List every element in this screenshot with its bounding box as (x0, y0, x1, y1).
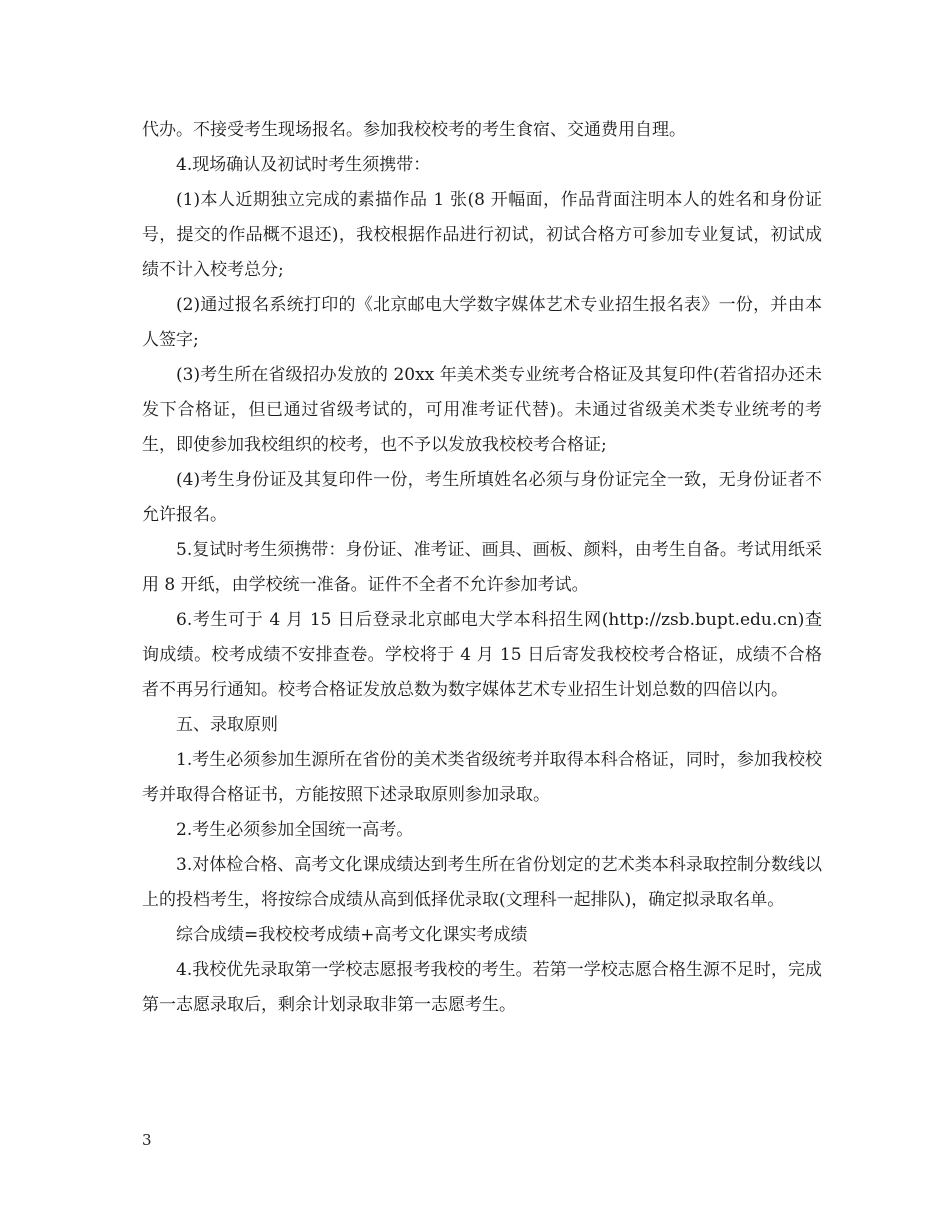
paragraph: (3)考生所在省级招办发放的 20xx 年美术类专业统考合格证及其复印件(若省招办还未发下合格证，但已通过省级考试的，可用准考证代替)。未通过省级美术类专业统考的考生，即使参加我校组织的校考，也不予以发放我校校考合格证; (142, 365, 822, 455)
paragraph: (2)通过报名系统打印的《北京邮电大学数字媒体艺术专业招生报名表》一份，并由本人签字; (142, 295, 822, 350)
paragraph: (4)考生身份证及其复印件一份，考生所填姓名必须与身份证完全一致，无身份证者不允许报名。 (142, 470, 822, 525)
section-heading: 五、录取原则 (176, 715, 278, 735)
paragraph: 4.现场确认及初试时考生须携带： (176, 155, 431, 175)
page-number: 3 (142, 1131, 152, 1149)
paragraph: 代办。不接受考生现场报名。参加我校校考的考生食宿、交通费用自理。 (142, 120, 686, 140)
paragraph: 1.考生必须参加生源所在省份的美术类省级统考并取得本科合格证，同时，参加我校校考并取得合格证书，方能按照下述录取原则参加录取。 (142, 750, 822, 805)
document-body (142, 113, 822, 1023)
paragraph: 5.复试时考生须携带：身份证、准考证、画具、画板、颜料，由考生自备。考试用纸采用 8 开纸，由学校统一准备。证件不全者不允许参加考试。 (142, 540, 822, 595)
paragraph: 6.考生可于 4 月 15 日后登录北京邮电大学本科招生网(http://zsb.bupt.edu.cn)查询成绩。校考成绩不安排查卷。学校将于 4 月 15 日后寄发我校校考合格证，成绩不合格者不再另行通知。校考合格证发放总数为数字媒体艺术专业招生计划总数的四倍以内。 (142, 610, 822, 700)
formula-line: 综合成绩=我校校考成绩+高考文化课实考成绩 (176, 925, 528, 945)
paragraph: 3.对体检合格、高考文化课成绩达到考生所在省份划定的艺术类本科录取控制分数线以上的投档考生，将按综合成绩从高到低择优录取(文理科一起排队)，确定拟录取名单。 (142, 855, 822, 910)
paragraph: 4.我校优先录取第一学校志愿报考我校的考生。若第一学校志愿合格生源不足时，完成第一志愿录取后，剩余计划录取非第一志愿考生。 (142, 960, 822, 1015)
paragraph: 2.考生必须参加全国统一高考。 (176, 820, 414, 840)
paragraph: (1)本人近期独立完成的素描作品 1 张(8 开幅面，作品背面注明本人的姓名和身份证号，提交的作品概不退还)，我校根据作品进行初试，初试合格方可参加专业复试，初试成绩不计入校考总分; (142, 190, 822, 280)
